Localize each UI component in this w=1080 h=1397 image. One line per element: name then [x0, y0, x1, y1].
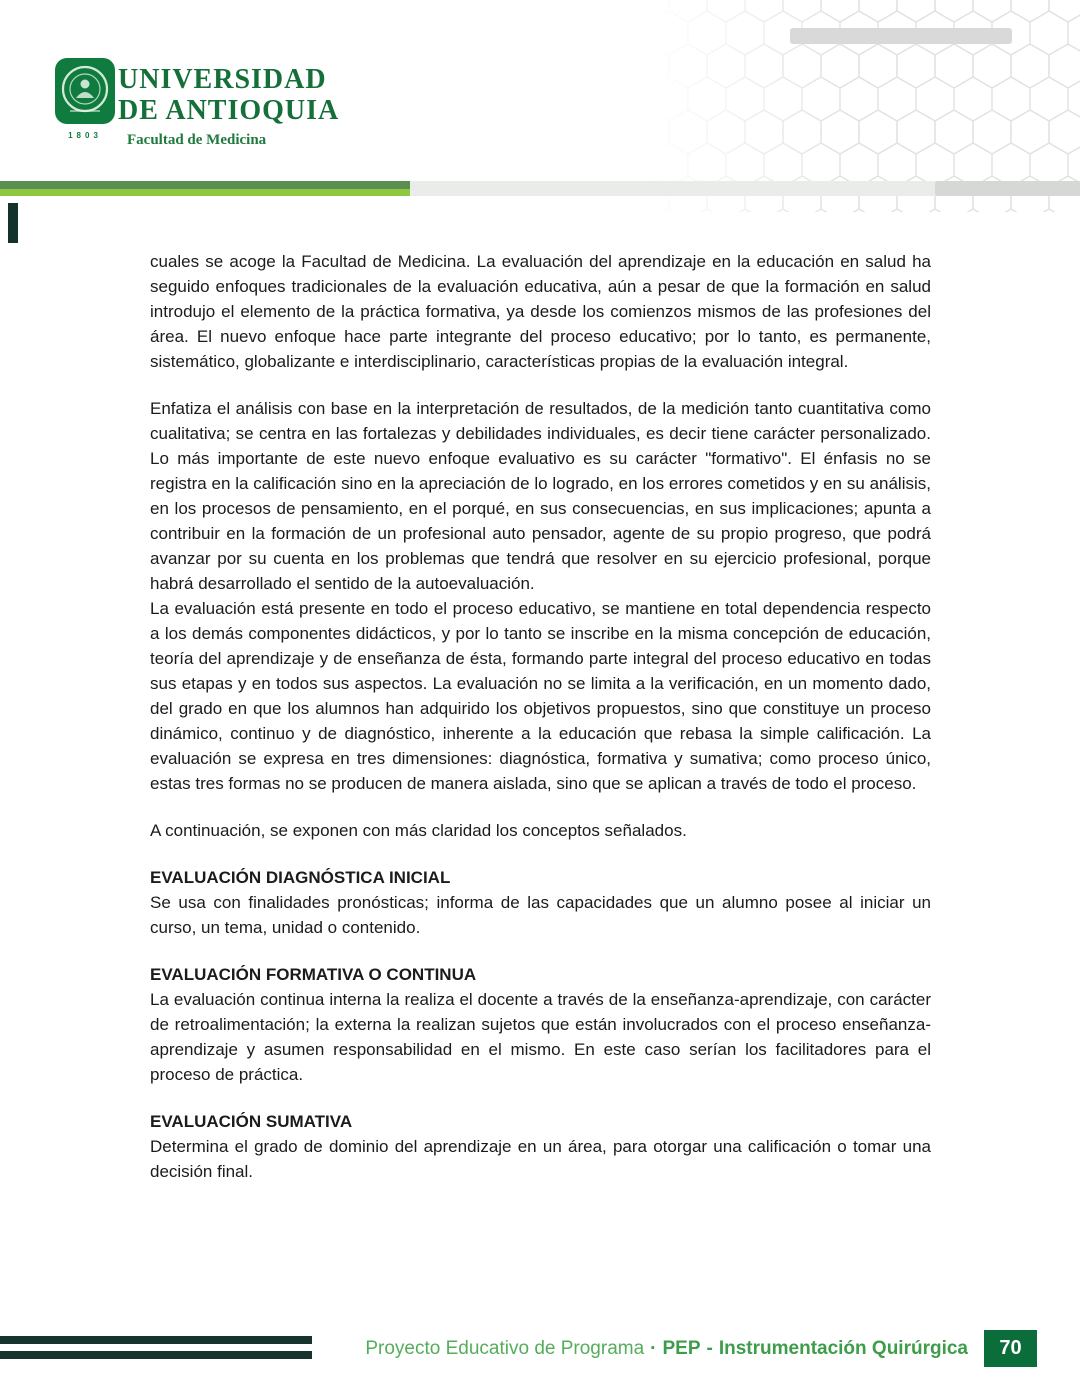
footer-title — [365, 1338, 968, 1360]
footer-separator: · — [650, 1338, 657, 1359]
udea-crest-icon — [55, 58, 115, 124]
footer-program-name: Instrumentación Quirúrgica — [718, 1338, 968, 1359]
body-paragraph-2: Enfatiza el análisis con base en la interpretación de resultados, de la medición tanto cuantitativa como cualitativa; se centra en las fortalezas y debilidades individuales, es decir tiene carácter personalizado. Lo más importante de este nuevo enfoque evaluativo es su carácter "formativo". El énfasis no se registra en la calificación sino en la apreciación de lo logrado, en los errores cometidos y en su análisis, en los procesos de pensamiento, en el porqué, en sus consecuencias, en sus implicaciones; apunta a contribuir en la formación de un profesional auto pensador, agente de su propio progreso, que podrá avanzar por su cuenta en los problemas que tendrá que resolver en su ejercicio profesional, porque habrá desarrollado el sentido de la autoevaluación. — [150, 399, 931, 593]
page-number-box — [984, 1330, 1037, 1367]
faculty-label: Facultad de Medicina — [127, 132, 267, 148]
university-wordmark — [118, 64, 339, 126]
section-diagnostica — [150, 865, 931, 940]
header-divider-bar — [0, 181, 1080, 196]
university-name-line2: DE ANTIOQUIA — [118, 95, 340, 126]
section-heading-sumativa: EVALUACIÓN SUMATIVA — [150, 1112, 353, 1131]
section-formativa — [150, 962, 931, 1087]
page-number: 70 — [999, 1337, 1022, 1359]
section-sumativa — [150, 1109, 931, 1184]
footer-doc-title: Proyecto Educativo de Programa — [365, 1338, 645, 1359]
divider-green-segment — [0, 181, 410, 196]
footer-doc-abbrev: PEP — [662, 1338, 701, 1359]
document-content — [150, 249, 931, 1184]
body-paragraph-4: A continuación, se exponen con más claridad los conceptos señalados. — [150, 821, 687, 840]
section-text-diagnostica: Se usa con finalidades pronósticas; informa de las capacidades que un alumno posee al iniciar un curso, un tema, unidad o contenido. — [150, 893, 931, 937]
udea-logo — [54, 58, 116, 140]
section-text-sumativa: Determina el grado de dominio del aprendizaje en un área, para otorgar una calificación o tomar una decisión final. — [150, 1137, 931, 1181]
section-text-formativa: La evaluación continua interna la realiza el docente a través de la enseñanza-aprendizaje, con carácter de retroalimentación; la externa la realizan sujetos que están involucrados con el proceso enseñanza-aprendizaje y asumen responsabilidad en el mismo. En este caso serían los facilitadores para el proceso de práctica. — [150, 990, 931, 1084]
footer-bar-bottom-decor — [0, 1351, 312, 1359]
footer-bar-top-decor — [0, 1336, 312, 1344]
section-heading-diagnostica: EVALUACIÓN DIAGNÓSTICA INICIAL — [150, 868, 451, 887]
body-paragraph-1: cuales se acoge la Facultad de Medicina. La evaluación del aprendizaje en la educación en salud ha seguido enfoques tradicionales de la evaluación educativa, aún a pesar de que la formación en salud introdujo el elemento de la práctica formativa, ya desde los comienzos mismos de las profesiones del área. El nuevo enfoque hace parte integrante del proceso educativo; por lo tanto, es permanente, sistemático, globalizante e interdisciplinario, características propias de la evaluación integral. — [150, 252, 931, 371]
university-name-line1: UNIVERSIDAD — [118, 64, 327, 95]
divider-right-gray-segment — [935, 181, 1080, 196]
divider-stripe-light — [0, 189, 410, 196]
body-paragraph-3: La evaluación está presente en todo el proceso educativo, se mantiene en total dependencia respecto a los demás componentes didácticos, y por lo tanto se inscribe en la misma concepción de educación, teoría del aprendizaje y de enseñanza de ésta, formando parte integral del proceso educativo en todas sus etapas y en todos sus aspectos. La evaluación no se limita a la verificación, en un momento dado, del grado en que los alumnos han adquirido los objetivos propuestos, sino que constituye un proceso dinámico, continuo y de diagnóstico, inherente a la educación que rebasa la simple calificación. La evaluación se expresa en tres dimensiones: diagnóstica, formativa y sumativa; como proceso único, estas tres formas no se producen de manera aislada, sino que se aplican a través de todo el proceso. — [150, 599, 931, 793]
left-edge-tab-decor — [8, 203, 18, 243]
logo-year-label: 1803 — [68, 131, 102, 140]
section-heading-formativa: EVALUACIÓN FORMATIVA O CONTINUA — [150, 965, 477, 984]
top-right-gray-bar — [790, 28, 1012, 44]
footer-dash: - — [706, 1338, 713, 1359]
divider-stripe-dark — [0, 181, 410, 189]
